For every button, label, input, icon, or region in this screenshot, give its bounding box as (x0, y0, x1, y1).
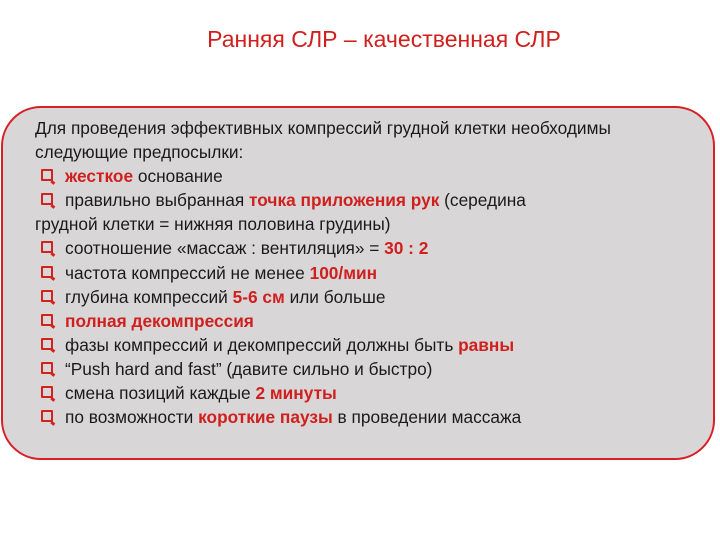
checkbox-bullet-icon (41, 386, 53, 398)
list-item-continuation: грудной клетки = нижняя половина грудины) (35, 214, 391, 235)
highlight-text: равны (458, 334, 515, 355)
content-text (35, 116, 705, 429)
highlight-text: 30 : 2 (384, 238, 429, 259)
checkbox-bullet-icon (41, 241, 53, 253)
list-item: смена позиций каждые 2 минуты (35, 381, 705, 405)
list-item: “Push hard and fast” (давите сильно и быстро) (35, 357, 705, 381)
bullet-list (35, 164, 705, 429)
intro-text: Для проведения эффективных компрессий грудной клетки необходимы следующие предпосылки: (35, 118, 611, 163)
checkbox-bullet-icon (41, 266, 53, 278)
checkbox-bullet-icon (41, 290, 53, 302)
highlight-text: полная декомпрессия (65, 310, 254, 331)
list-item: соотношение «массаж : вентиляция» = 30 : 2 (35, 236, 705, 260)
checkbox-bullet-icon (41, 314, 53, 326)
checkbox-bullet-icon (41, 338, 53, 350)
checkbox-bullet-icon (41, 362, 53, 374)
list-item: частота компрессий не менее 100/мин (35, 261, 705, 285)
list-item (35, 309, 705, 333)
list-item: жесткое основание (35, 164, 705, 188)
highlight-text: 5-6 см (232, 286, 285, 307)
list-item: глубина компрессий 5-6 см или больше (35, 285, 705, 309)
list-item: фазы компрессий и декомпрессий должны быть равны (35, 333, 705, 357)
checkbox-bullet-icon (41, 410, 53, 422)
checkbox-bullet-icon (41, 193, 53, 205)
checkbox-bullet-icon (41, 169, 53, 181)
highlight-text: жесткое (65, 166, 134, 187)
highlight-text: 2 минуты (255, 383, 337, 404)
highlight-text: 100/мин (309, 262, 378, 283)
highlight-text: точка приложения рук (249, 190, 440, 211)
highlight-text: короткие паузы (198, 407, 333, 428)
slide-title: Ранняя СЛР – качественная СЛР (207, 26, 561, 52)
list-item: по возможности короткие паузы в проведении массажа (35, 405, 705, 429)
list-item: правильно выбранная точка приложения рук (середина (35, 188, 705, 212)
